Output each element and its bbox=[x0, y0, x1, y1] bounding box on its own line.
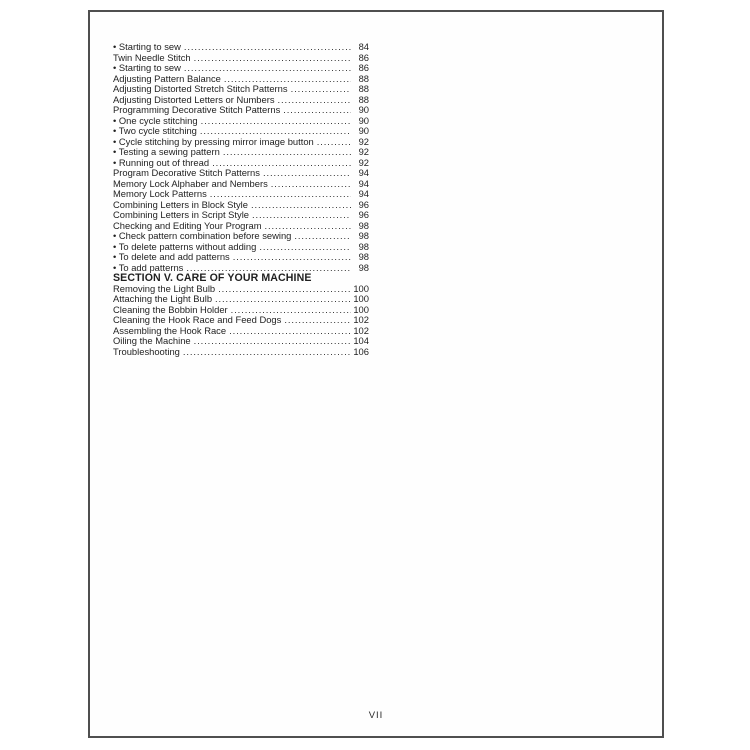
toc-entry-label: Removing the Light Bulb bbox=[113, 282, 216, 294]
toc-entry-page: 88 bbox=[358, 93, 369, 105]
toc-leader-dots bbox=[223, 147, 351, 158]
toc-entry-label: Twin Needle Stitch bbox=[113, 51, 191, 63]
toc-entry-page: 94 bbox=[358, 177, 369, 189]
toc-leader-dots bbox=[278, 95, 351, 106]
toc-entry bbox=[113, 126, 369, 137]
toc-entry-label: Program Decorative Stitch Patterns bbox=[113, 167, 260, 178]
toc-entry-label: Assembling the Hook Race bbox=[113, 324, 227, 336]
toc-entry-label: • One cycle stitching bbox=[113, 114, 198, 126]
toc-entry-page: 100 bbox=[353, 303, 369, 315]
toc-leader-dots bbox=[183, 347, 351, 358]
toc-entry-page: 90 bbox=[358, 104, 369, 115]
toc-leader-dots bbox=[294, 231, 351, 242]
toc-leader-dots bbox=[194, 53, 351, 64]
toc-entry bbox=[113, 231, 369, 242]
toc-entry-page: 96 bbox=[358, 209, 369, 220]
toc-entry-page: 98 bbox=[358, 251, 369, 262]
toc-leader-dots bbox=[218, 284, 351, 295]
toc-entry-page: 86 bbox=[358, 51, 369, 63]
toc-leader-dots bbox=[184, 42, 351, 53]
toc-entry bbox=[113, 42, 369, 53]
toc-entry-label: • Two cycle stitching bbox=[113, 125, 197, 136]
toc-entry-page: 102 bbox=[353, 324, 369, 336]
toc-entry-label: Oiling the Machine bbox=[113, 335, 191, 346]
toc-entry bbox=[113, 189, 369, 200]
toc-entry bbox=[113, 147, 369, 158]
toc-entry-page: 92 bbox=[358, 156, 369, 168]
toc-entry-label: • To delete and add patterns bbox=[113, 251, 230, 262]
toc-entry-label: • Starting to sew bbox=[113, 41, 181, 52]
toc-leader-dots bbox=[283, 105, 351, 116]
document-page bbox=[88, 10, 664, 738]
toc-leader-dots bbox=[201, 116, 351, 127]
toc-list bbox=[113, 42, 369, 357]
toc-entry-label: • Starting to sew bbox=[113, 62, 181, 73]
toc-entry bbox=[113, 105, 369, 116]
toc-entry-label: Combining Letters in Block Style bbox=[113, 198, 248, 210]
toc-entry-label: Cleaning the Hook Race and Feed Dogs bbox=[113, 314, 282, 325]
toc-leader-dots bbox=[284, 315, 351, 326]
toc-entry-page: 100 bbox=[353, 282, 369, 294]
toc-entry-label: • Cycle stitching by pressing mirror image button bbox=[113, 135, 314, 147]
toc-entry-page: 98 bbox=[358, 230, 369, 241]
toc-entry bbox=[113, 347, 369, 358]
toc-entry-label: Programming Decorative Stitch Patterns bbox=[113, 104, 281, 115]
toc-entry bbox=[113, 210, 369, 221]
toc-entry-page: 98 bbox=[358, 240, 369, 252]
toc-entry-page: 106 bbox=[353, 345, 369, 357]
toc-leader-dots bbox=[200, 126, 351, 137]
toc-entry-label: Checking and Editing Your Program bbox=[113, 219, 262, 231]
toc-leader-dots bbox=[252, 210, 351, 221]
toc-entry-label: Troubleshooting bbox=[113, 345, 180, 357]
toc-entry bbox=[113, 84, 369, 95]
toc-leader-dots bbox=[317, 137, 351, 148]
toc-section-heading: SECTION V. CARE OF YOUR MACHINE bbox=[113, 272, 312, 284]
toc-entry bbox=[113, 63, 369, 74]
toc-entry-page: 98 bbox=[358, 219, 369, 231]
toc-entry-label: • Running out of thread bbox=[113, 156, 210, 168]
toc-leader-dots bbox=[233, 252, 351, 263]
toc-entry-page: 92 bbox=[358, 135, 369, 147]
toc-leader-dots bbox=[271, 179, 351, 190]
toc-entry-page: 88 bbox=[358, 72, 369, 84]
toc-entry-page: 90 bbox=[358, 114, 369, 126]
toc-entry bbox=[113, 315, 369, 326]
toc-entry-page: 104 bbox=[353, 335, 369, 346]
toc-entry-label: Adjusting Pattern Balance bbox=[113, 72, 221, 84]
toc-leader-dots bbox=[184, 63, 351, 74]
toc-entry-page: 86 bbox=[358, 62, 369, 73]
page-number-footer: VII bbox=[368, 710, 384, 721]
toc-entry-label: Adjusting Distorted Letters or Numbers bbox=[113, 93, 275, 105]
toc-leader-dots bbox=[229, 326, 351, 337]
toc-entry-label: Attaching the Light Bulb bbox=[113, 293, 213, 304]
toc-leader-dots bbox=[291, 84, 351, 95]
toc-entry-label: • To add patterns bbox=[113, 261, 184, 273]
toc-entry-page: 90 bbox=[358, 125, 369, 136]
toc-entry-page: 96 bbox=[358, 198, 369, 210]
toc-entry-page: 100 bbox=[353, 293, 369, 304]
toc-entry-label: Cleaning the Bobbin Holder bbox=[113, 303, 228, 315]
toc-entry bbox=[113, 294, 369, 305]
toc-entry bbox=[113, 168, 369, 179]
toc-entry-label: Memory Lock Patterns bbox=[113, 188, 207, 199]
toc-entry-label: Combining Letters in Script Style bbox=[113, 209, 249, 220]
toc-entry-label: • To delete patterns without adding bbox=[113, 240, 257, 252]
toc-entry-label: Adjusting Distorted Stretch Stitch Patterns bbox=[113, 83, 288, 94]
toc-entry-label: • Check pattern combination before sewing bbox=[113, 230, 292, 241]
toc-entry-page: 94 bbox=[358, 167, 369, 178]
toc-entry bbox=[113, 336, 369, 347]
toc-leader-dots bbox=[210, 189, 351, 200]
toc-entry-page: 88 bbox=[358, 83, 369, 94]
toc-entry-label: Memory Lock Alphaber and Nembers bbox=[113, 177, 268, 189]
toc-leader-dots bbox=[251, 200, 351, 211]
toc-leader-dots bbox=[259, 242, 351, 253]
toc-entry-page: 102 bbox=[353, 314, 369, 325]
toc-entry-page: 94 bbox=[358, 188, 369, 199]
toc-entry-label: • Testing a sewing pattern bbox=[113, 146, 220, 157]
toc-entry-page: 92 bbox=[358, 146, 369, 157]
toc-leader-dots bbox=[263, 168, 351, 179]
toc-leader-dots bbox=[215, 294, 351, 305]
toc-entry-page: 98 bbox=[358, 261, 369, 273]
toc-entry bbox=[113, 252, 369, 263]
toc-entry-page: 84 bbox=[358, 41, 369, 52]
toc-leader-dots bbox=[194, 336, 351, 347]
